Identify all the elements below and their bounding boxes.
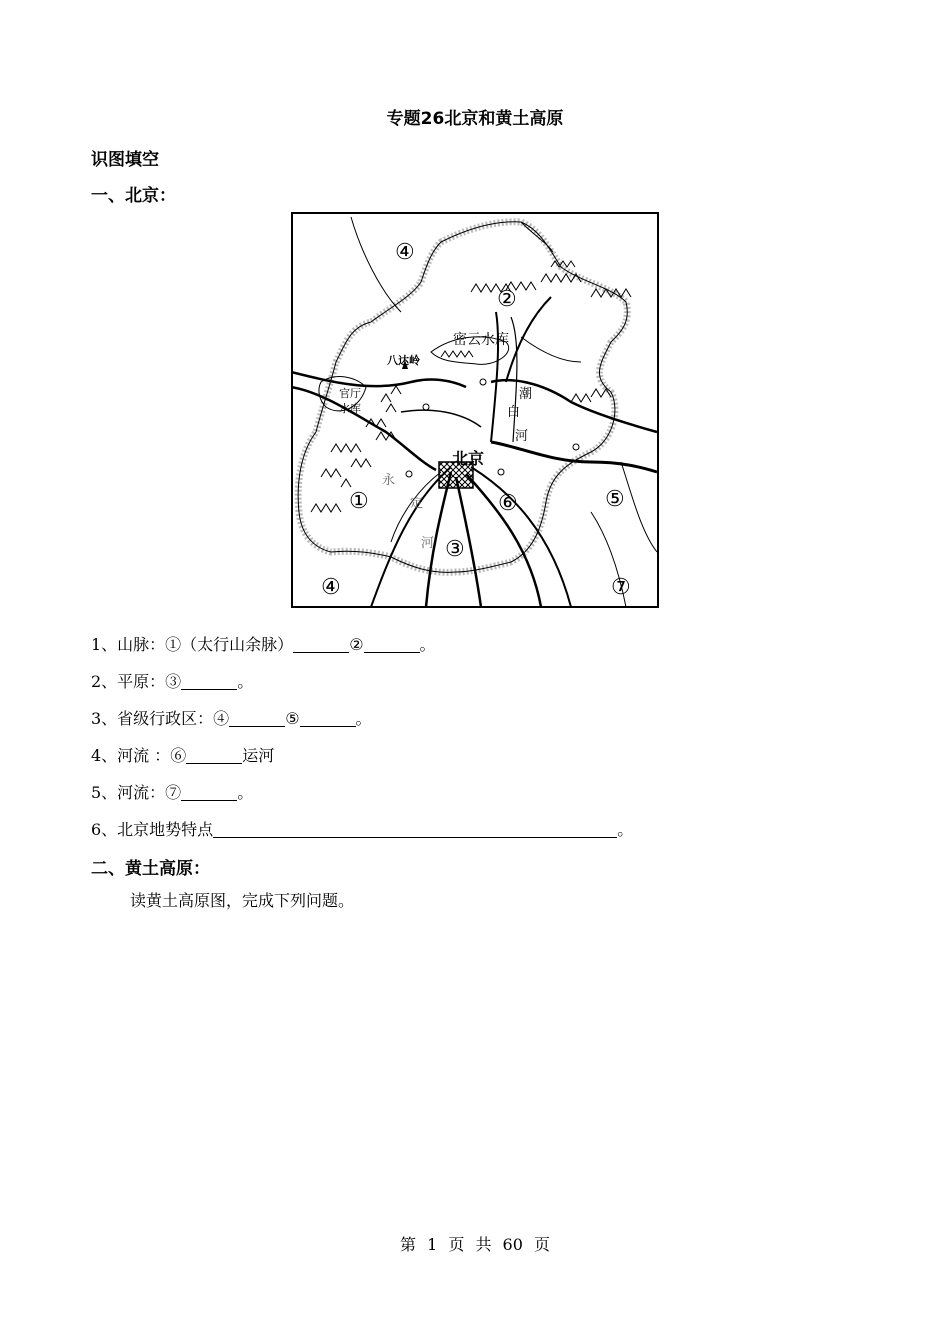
label-yong: 永: [382, 473, 396, 488]
answer-blank[interactable]: [300, 708, 356, 727]
label-ding: 定: [410, 496, 424, 511]
marker-5: ⑤: [605, 487, 625, 512]
marker-4-north: ④: [395, 240, 415, 265]
label-badaling: 八达岭: [387, 354, 420, 367]
question-2: 2、平原：③ 。: [91, 672, 254, 691]
label-bai: 白: [507, 405, 521, 420]
answer-blank[interactable]: [364, 634, 420, 653]
marker-6: ⑥: [498, 491, 518, 516]
label-chao: 潮: [519, 387, 533, 402]
label-chaobai-he: 河: [515, 429, 529, 444]
part1-heading: 一、北京：: [91, 186, 176, 206]
beijing-map: [291, 212, 659, 608]
marker-7: ⑦: [611, 575, 631, 600]
page-footer: 第 1 页 共 60 页: [400, 1235, 550, 1254]
section-label: 识图填空: [91, 150, 159, 170]
label-beijing: 北京: [452, 449, 485, 468]
marker-1: ①: [349, 489, 369, 514]
answer-blank[interactable]: [213, 819, 617, 838]
label-guanting-1: 官厅: [339, 387, 361, 400]
answer-blank[interactable]: [293, 634, 349, 653]
question-5: 5、河流：⑦ 。: [91, 783, 254, 802]
page-title: 专题26北京和黄土高原: [386, 109, 564, 129]
label-guanting-2: 水库: [339, 402, 361, 415]
answer-blank[interactable]: [186, 745, 242, 764]
answer-blank[interactable]: [229, 708, 285, 727]
marker-3: ③: [445, 537, 465, 562]
part2-heading: 二、黄土高原：: [91, 859, 210, 879]
answer-blank[interactable]: [181, 782, 237, 801]
question-3: 3、省级行政区：④ ⑤ 。: [91, 709, 372, 728]
question-6: 6、北京地势特点 。: [91, 820, 634, 839]
marker-2: ②: [497, 287, 517, 312]
marker-4-south: ④: [321, 575, 341, 600]
label-yongding-he: 河: [421, 536, 435, 551]
question-4: 4、河流 ：⑥ 运河: [91, 746, 275, 765]
question-1: 1、山脉：①（太行山余脉） ② 。: [91, 635, 436, 654]
answer-blank[interactable]: [181, 671, 237, 690]
part2-intro: 读黄土高原图，完成下列问题。: [130, 891, 355, 910]
label-miyun-reservoir: 密云水库: [453, 332, 509, 348]
